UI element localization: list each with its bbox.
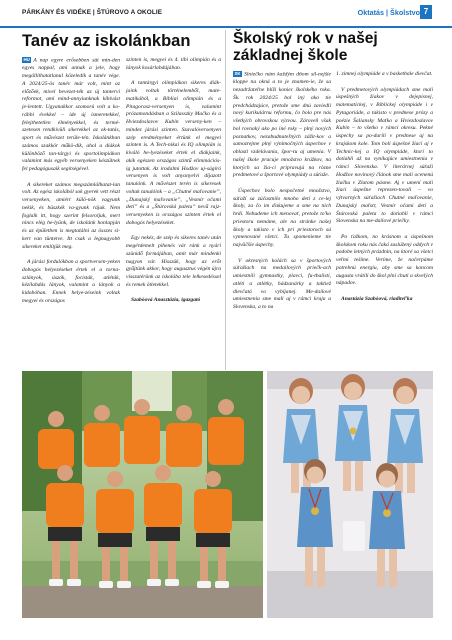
gymnasts-photo-illustration <box>267 371 433 618</box>
publication-name: PÁRKÁNY ÉS VIDÉKE | ŠTÚROVO A OKOLIE <box>22 9 163 16</box>
language-badge-sk: SK <box>234 71 241 76</box>
column-divider <box>225 30 226 370</box>
gymnasts-photo-girls <box>267 371 433 618</box>
paragraph: Úspechov bolo nespočetné množstvo, súťaží sa zúčastnilo mnoho detí z ce-lej školy, za čo im ďakujeme a sme na nich hrdí. Nebudeme ich menovať, pretože to'ko priestoru nemáme, ale na stránke našej školy a takisto v ich pri priestoroch sú vymenované všetci. Tu spomenieme tie najväčšie úspechy. <box>233 187 331 248</box>
paragraph: SK Slniečko nám každým dňom sil-nejšie kloppe na okná a to je znamen-ie, že sa nezadržateľne blíži koniec školského roka. Šk. rok 2024/25 bol iný ako tie predchádzajúce, pretože sme dnú zaviedli nový kurikulárnu reformu, čo bolo pre nás všetkých obrovskou výzvou. Zároveň však bol rovnaký ako po iné roky – plný nových poznatkov, nezabudnuteľných zážit-kov a samozrejme plný výnimočných úspechov v oblasti vzdelávania, špor-tu aj umenia. V našej škole pracuje množstvo krúžkov, na ktorých sa žia-ci pripravujú na rôzne predmetové a športové olympiády a súťaže. <box>233 71 331 179</box>
paragraph: Po ťažkom, no krásnom a úspešnom školskom roku nás čaká zaslúžený oddych v podobe letných prázdnin, na ktoré sa všetci veľmi tešíme. Veríme, že načerpáme potrebnú energiu, aby sme sa koncom augusta vrátili do škol plní chuti a skvelých nápadov. <box>336 233 433 287</box>
paragraph: 1. zimnej olympiáde a v basketbale dievčat. <box>336 71 433 77</box>
signature-hu: Szabóová Anasztázia, igazgató <box>131 297 201 304</box>
article-hu-column-2 <box>126 57 221 305</box>
article-title-sk: Školský rok v našej základnej škole <box>233 30 378 64</box>
paragraph: szinten is, megyei és 4. tíbi olimpián és a lányok kosárlabdájában. <box>126 57 221 71</box>
article-hu-column-1 <box>22 57 120 306</box>
article-sk-column-1 <box>233 71 331 312</box>
team-photo-boys <box>22 371 263 618</box>
signature-sk: Anastázia Szabóová, riaditeľka <box>341 295 413 302</box>
language-badge-hu: HU <box>23 57 30 62</box>
paragraph: A tantárgyi olimpiákon sikeres diák-jaink voltak történelemből, mate-matikából, a Bibliai olimpián és a Pitagorasz-versenyen is, valamint prózamondásban a Szilasszky Mačko és a Hviezdoslavov Kubín verseny-ken – mindez járási szinten. Szavalóversenyen szép eredményeket értünk el megyei szinten is. A Tech-nikai és IQ olimpián is kiváló he-lyezéseket értek el diákjaink, akik egészen országos szintű eliminációs-ig jutottak. Az irodalmi Hodžov uj-ságíró versenyen is volt anyanyelvi díjazott tanulónk. A művészet terén is sikeresek voltak tanulóink – a „Chutné maľovanie”, „Dunajský maľovanie”, „Vesmír očami detí” és a „Štúrovská paleta” nevű rajz-versenyeken is országos szinten értek el dobogós helyezéseket. <box>126 80 221 226</box>
page-header <box>0 0 452 28</box>
paragraph: A járási fordulókban a sportversen-yeken dobogós helyezéseket értek el a tornaszlányok, úszók, focisták, atléták, kézilabdás lányok, valamint a lányok a kidobóban. Ennek helye-zéseink voltak megyei és országos <box>22 259 120 304</box>
paragraph: HU A nap egyre erősebben süt min-den egyes nappal, ami annak a jele, hogy megállíthatatlanul közeledik a tanév vége. A 2024/25-ös tanév már volt, mint az előzőek, mivel bevezet-ték az új tantervi reformot, ami mind-annyiunknak kihívást je-lentett. Ugyanakkor szomorú volt a ko-rábbi évekkel – ide új ismeretekkel, felejthetetlen élményekkel, és termé-szetesen rendkívüli sikerekkel az ok-tatás, sport és művészet terüle-tén. Iskolánkban számos szakkör műkö-dik, ahol a diákok különböző tan-tárgyi és sportolimpiákon valamint más egyéb versenyeken készülnek fel pedagógusaik segítségével. <box>22 57 120 172</box>
team-photo-illustration <box>22 371 263 618</box>
paragraph: V okresných kolách sa v športových súťažiach na medailových priečk-ach umiestnili gymnastky, plavci, fu-tbalisti, atléti a atlétky, hádzanárky a taktiež dievčatá vo vybíjanej. Me-dailové umiestnenia sme mali aj v rámci kraja a Slovenska, a to na <box>233 257 331 310</box>
article-sk-column-2 <box>336 71 433 304</box>
page-number: 7 <box>420 5 432 19</box>
article-title-hu: Tanév az iskolánkban <box>22 32 191 50</box>
section-label: Oktatás | Školstvo <box>357 8 420 17</box>
paragraph: Egy nekéz, de szép és sikeres tanév után megérdemelt pihenés vár ránk a nyári szünidő formájában, amit már mindenki nagyon vár. Hisszük, hogy az erőt gyűjtünk akkor, hogy augusztus végén újra visszatérünk az iskolába tele lelkesedéssel és remek ötletekkel. <box>126 235 221 288</box>
paragraph: A sikereket számos megszámlálhatat-lan volt. Az egész iskolából sok gyerek vett részt versenyeken, amiért külö-nök vagyunk nekik, és büszkék va-gyunk rájuk. Nem foglalk itt, hogy szerint felsoroljuk, mert nincs elég he-lyünk, de iskolánk honlapján és az épületben is megtalálni az összes si-kert van tüntetve. Itt csak a legnagyobb sikereket említjük meg. <box>22 181 120 250</box>
paragraph: V predmetových olympiádach sme mali úspešných žiakov v dejepisnej, matematickej, v Biblickej olympiáde i v Pytagoriáde, a takisto v prednese prózy a poézie Šaliansky Maťko a Hviezdoslavov Kubín – to všetko v rámci okresu. Pekné úspechy sa po-darili v prednese aj na krajskom kole. Tom boli úspešné žiaci aj v Technic-kej a IQ olympiáde, ktorí to dotiahli až na vynikajúce umiestnenia v rámci Slovenska. V literárnej súťaži Hodžov novinový článok sme mali ocenenú žiačku v Zlatom pásme. Aj v umení mali žiaci úspešne reprezen-tovali – vo výtvarných súťažiach Chutné maľovanie, Dunajský maľstr, Vesmír očami detí a Štúrovská paleta to dotiahli v rámci Slovenska na me-dailové priečky. <box>336 86 433 225</box>
